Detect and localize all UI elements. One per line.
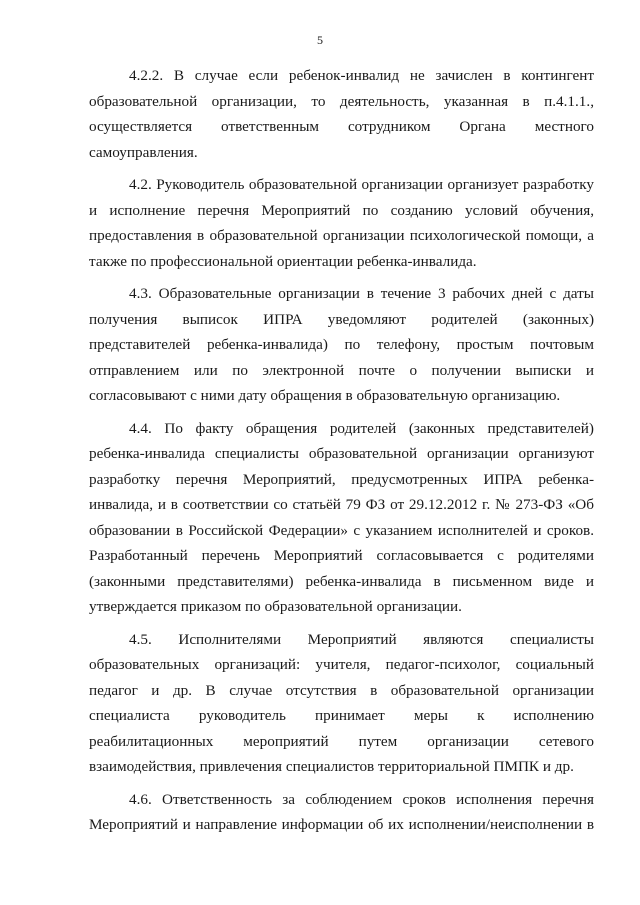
text-line: взаимодействия, привлечения специалистов территориальной ПМПК и др. — [89, 758, 574, 775]
text-line: 4.5. Исполнителями Мероприятий являются специалисты — [129, 630, 594, 648]
text-line: специалиста руководитель принимает меры к исполнению — [89, 707, 594, 724]
text-line: образовательных организаций: учителя, педагог-психолог, социальный — [89, 656, 594, 673]
paragraph-4-6 — [89, 787, 594, 838]
text-line: разработку перечня Мероприятий, предусмотренных ИПРА ребенка- — [89, 470, 594, 488]
text-line: 4.2.2. В случае если ребенок-инвалид не зачислен в контингент — [129, 67, 594, 84]
document-body — [89, 63, 594, 845]
text-line: (законными представителями) ребенка-инвалида в письменном виде и — [89, 572, 594, 590]
paragraph-4-2-2 — [89, 63, 594, 165]
text-line: 4.6. Ответственность за соблюдением сроков исполнения перечня — [129, 790, 594, 808]
paragraph-4-5 — [89, 627, 594, 780]
page-number: 5 — [317, 33, 323, 47]
text-line: самоуправления. — [89, 143, 198, 161]
text-line: ребенка-инвалида специалисты образовательной организации организуют — [89, 445, 594, 462]
text-line: 4.4. По факту обращения родителей (законных представителей) — [129, 419, 594, 437]
text-line: реабилитационных мероприятий путем организации сетевого — [89, 732, 594, 750]
text-line: осуществляется ответственным сотрудником Органа местного — [89, 118, 594, 135]
text-line: образовании в Российской Федерации» с указанием исполнителей и сроков. — [89, 521, 594, 539]
text-line: инвалида, и в соответствии со статьёй 79 ФЗ от 29.12.2012 г. № 273-ФЗ «Об — [89, 496, 594, 513]
text-line: 4.2. Руководитель образовательной организации организует разработку — [129, 176, 594, 193]
paragraph-4-3 — [89, 281, 594, 409]
text-line: 4.3. Образовательные организации в течение 3 рабочих дней с даты — [129, 285, 594, 302]
text-line: Мероприятий и направление информации об их исполнении/неисполнении в — [89, 816, 594, 833]
paragraph-4-2 — [89, 172, 594, 274]
text-line: предоставления в образовательной организации психологической помощи, а — [89, 227, 594, 244]
text-line: Разработанный перечень Мероприятий согласовывается с родителями — [89, 547, 594, 564]
text-line: утверждается приказом по образовательной организации. — [89, 598, 462, 615]
text-line: и исполнение перечня Мероприятий по созданию условий обучения, — [89, 201, 594, 219]
text-line: отправлением или по электронной почте о получении выписки и — [89, 361, 594, 379]
text-line: образовательной организации, то деятельность, указанная в п.4.1.1., — [89, 92, 594, 110]
text-line: также по профессиональной ориентации ребенка-инвалида. — [89, 252, 477, 270]
text-line: получения выписок ИПРА уведомляют родителей (законных) — [89, 310, 594, 328]
text-line: согласовывают с ними дату обращения в образовательную организацию. — [89, 387, 561, 404]
text-line: педагог и др. В случае отсутствия в образовательной организации — [89, 681, 594, 699]
paragraph-4-4 — [89, 416, 594, 620]
text-line: представителей ребенка-инвалида) по телефону, простым почтовым — [89, 336, 594, 353]
